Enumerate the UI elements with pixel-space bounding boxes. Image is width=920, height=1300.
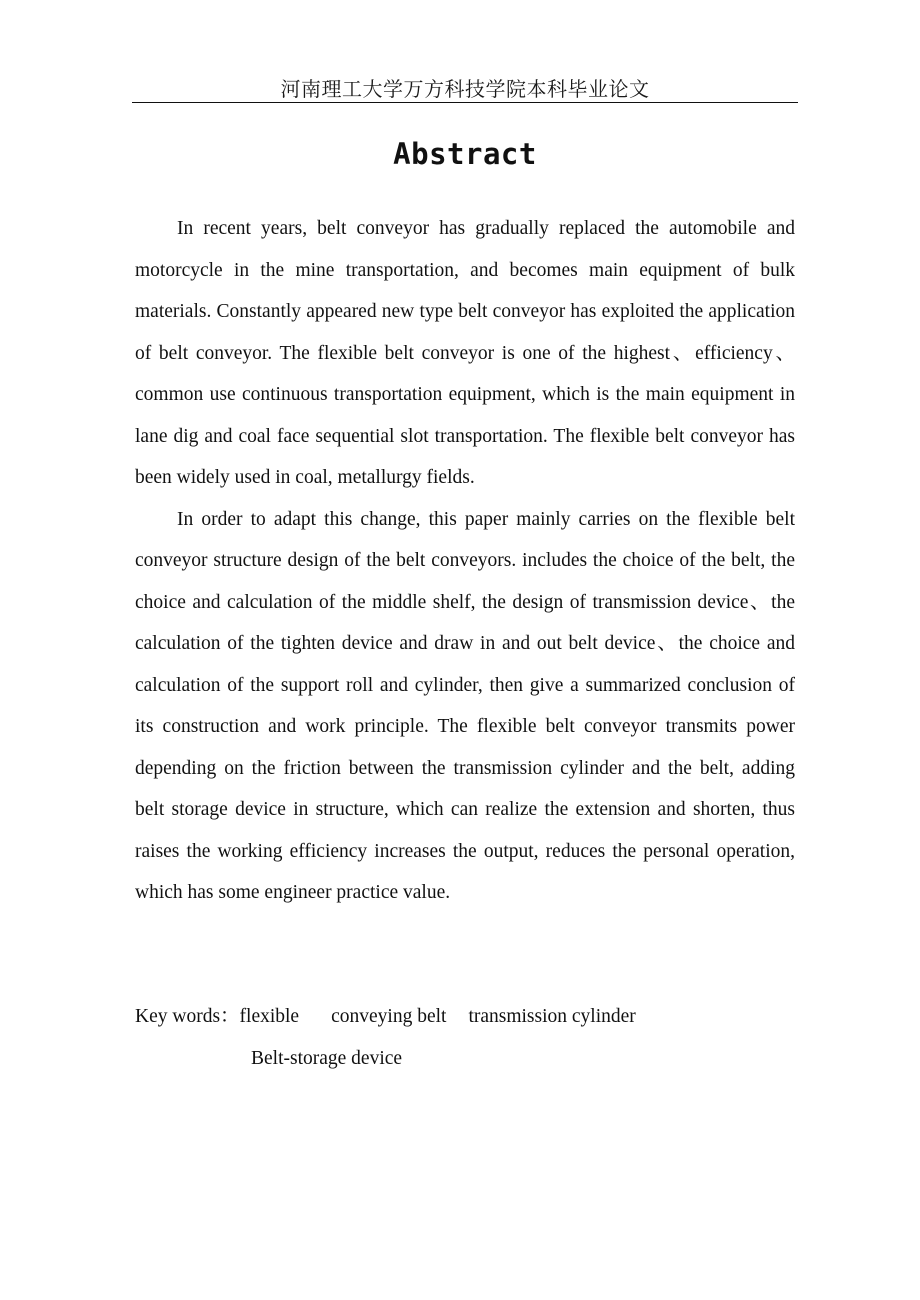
keywords-line-2 xyxy=(135,1038,795,1080)
keywords-label: Key words： xyxy=(135,1006,240,1027)
keyword-item: flexible xyxy=(239,1006,300,1027)
keyword-item: Belt-storage device xyxy=(251,1047,403,1069)
abstract-paragraph-2: In order to adapt this change, this paper mainly carries on the flexible belt conveyor structure design of the belt conveyors. includes the choice of the belt, the choice and calculation of the middle shelf, the design of transmission device、the calculation of the tighten device and draw in and out belt device、the choice and calculation of the support roll and cylinder, then give a summarized conclusion of its construction and work principle. The flexible belt conveyor transmits power depending on the friction between the transmission cylinder and the belt, adding belt storage device in structure, which can realize the extension and shorten, thus raises the working efficiency increases the output, reduces the personal operation, which has some engineer practice value. xyxy=(135,508,795,903)
keyword-item: transmission cylinder xyxy=(468,1006,636,1027)
keywords-line-1 xyxy=(135,996,795,1038)
page-title: Abstract xyxy=(393,137,537,171)
running-header: 河南理工大学万方科技学院本科毕业论文 xyxy=(280,77,650,101)
abstract-body xyxy=(135,208,795,914)
abstract-paragraph-1: In recent years, belt conveyor has gradually replaced the automobile and motorcycle in the mine transportation, and becomes main equipment of bulk materials. Constantly appeared new type belt conveyor has exploited the application of belt conveyor. The flexible belt conveyor is one of the highest、efficiency、common use continuous transportation equipment, which is the main equipment in lane dig and coal face sequential slot transportation. The flexible belt conveyor has been widely used in coal, metallurgy fields. xyxy=(135,218,795,488)
keywords-block xyxy=(135,996,795,1079)
header-rule xyxy=(132,102,798,103)
keyword-item: conveying belt xyxy=(331,1006,447,1027)
